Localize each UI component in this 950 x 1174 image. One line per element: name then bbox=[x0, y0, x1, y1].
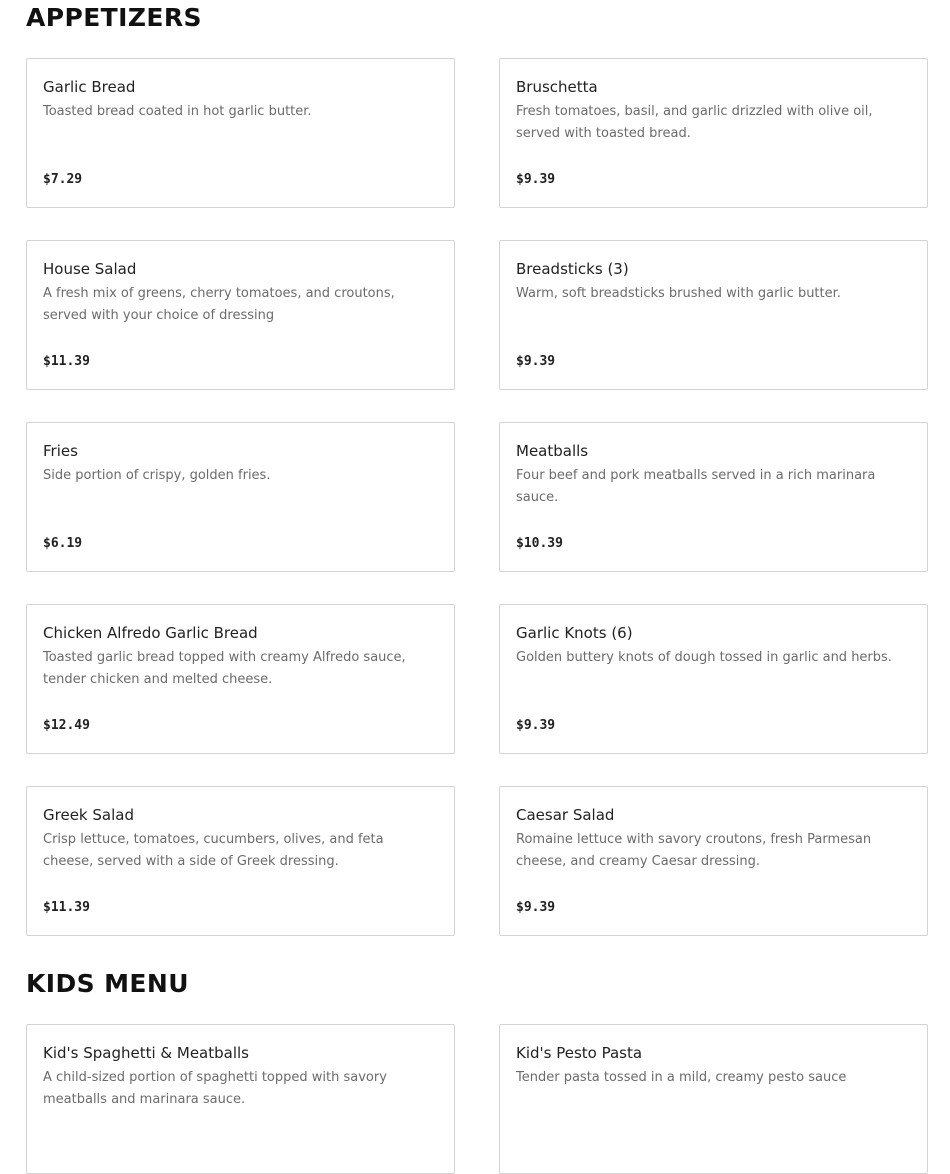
menu-item-name: Garlic Knots (6) bbox=[516, 624, 633, 642]
menu-item-price: $9.39 bbox=[516, 354, 556, 369]
menu-item-price: $12.49 bbox=[43, 718, 90, 733]
menu-item-description: A child-sized portion of spaghetti topped with savory meatballs and marinara sauce. bbox=[43, 1070, 387, 1107]
menu-item-price: $11.39 bbox=[43, 354, 90, 369]
menu-item-card-bruschetta[interactable] bbox=[499, 58, 928, 208]
menu-item-name: House Salad bbox=[43, 260, 137, 278]
menu-item-name: Meatballs bbox=[516, 442, 589, 460]
menu-item-price: $11.39 bbox=[43, 900, 90, 915]
menu-item-price: $10.39 bbox=[516, 536, 563, 551]
menu-item-name: Chicken Alfredo Garlic Bread bbox=[43, 624, 258, 642]
kids-menu-grid bbox=[26, 1024, 928, 1174]
menu-item-name: Kid's Spaghetti & Meatballs bbox=[43, 1044, 249, 1062]
menu-item-name: Greek Salad bbox=[43, 806, 134, 824]
menu-item-card-fries[interactable] bbox=[26, 422, 455, 572]
menu-item-card-garlic-bread[interactable] bbox=[26, 58, 455, 208]
menu-item-description: Warm, soft breadsticks brushed with garlic butter. bbox=[516, 286, 841, 301]
menu-item-price: $9.39 bbox=[516, 900, 556, 915]
menu-item-card-house-salad[interactable] bbox=[26, 240, 455, 390]
kids-menu-section-title: KIDS MENU bbox=[26, 969, 189, 998]
menu-item-name: Fries bbox=[43, 442, 78, 460]
appetizers-section-title: APPETIZERS bbox=[26, 3, 202, 32]
menu-item-description: Side portion of crispy, golden fries. bbox=[43, 468, 271, 483]
menu-item-name: Caesar Salad bbox=[516, 806, 615, 824]
menu-item-card-breadsticks[interactable] bbox=[499, 240, 928, 390]
menu-item-description: A fresh mix of greens, cherry tomatoes, and croutons, served with your choice of dressing bbox=[43, 286, 395, 323]
menu-item-name: Bruschetta bbox=[516, 78, 598, 96]
menu-item-price: $9.39 bbox=[516, 718, 556, 733]
menu-item-card-caesar-salad[interactable] bbox=[499, 786, 928, 936]
menu-item-price: $7.29 bbox=[43, 172, 83, 187]
menu-item-name: Kid's Pesto Pasta bbox=[516, 1044, 643, 1062]
menu-item-card-kids-spaghetti-meatballs[interactable] bbox=[26, 1024, 455, 1174]
menu-item-price: $6.19 bbox=[43, 536, 83, 551]
menu-item-description: Fresh tomatoes, basil, and garlic drizzled with olive oil, served with toasted bread. bbox=[516, 104, 873, 141]
menu-item-name: Garlic Bread bbox=[43, 78, 136, 96]
menu-item-description: Four beef and pork meatballs served in a rich marinara sauce. bbox=[516, 468, 876, 505]
menu-item-description: Toasted bread coated in hot garlic butter. bbox=[43, 104, 312, 119]
menu-item-description: Romaine lettuce with savory croutons, fresh Parmesan cheese, and creamy Caesar dressing. bbox=[516, 832, 872, 869]
menu-item-card-garlic-knots[interactable] bbox=[499, 604, 928, 754]
menu-item-card-kids-pesto-pasta[interactable] bbox=[499, 1024, 928, 1174]
menu-item-name: Breadsticks (3) bbox=[516, 260, 629, 278]
menu-item-card-chicken-alfredo-garlic-bread[interactable] bbox=[26, 604, 455, 754]
menu-item-description: Tender pasta tossed in a mild, creamy pesto sauce bbox=[516, 1070, 847, 1085]
menu-item-description: Crisp lettuce, tomatoes, cucumbers, olives, and feta cheese, served with a side of Greek dressing. bbox=[43, 832, 384, 869]
menu-item-card-meatballs[interactable] bbox=[499, 422, 928, 572]
menu-item-card-greek-salad[interactable] bbox=[26, 786, 455, 936]
menu-item-description: Golden buttery knots of dough tossed in garlic and herbs. bbox=[516, 650, 892, 665]
appetizers-grid bbox=[26, 58, 928, 936]
menu-item-price: $9.39 bbox=[516, 172, 556, 187]
menu-item-description: Toasted garlic bread topped with creamy Alfredo sauce, tender chicken and melted cheese. bbox=[43, 650, 406, 687]
